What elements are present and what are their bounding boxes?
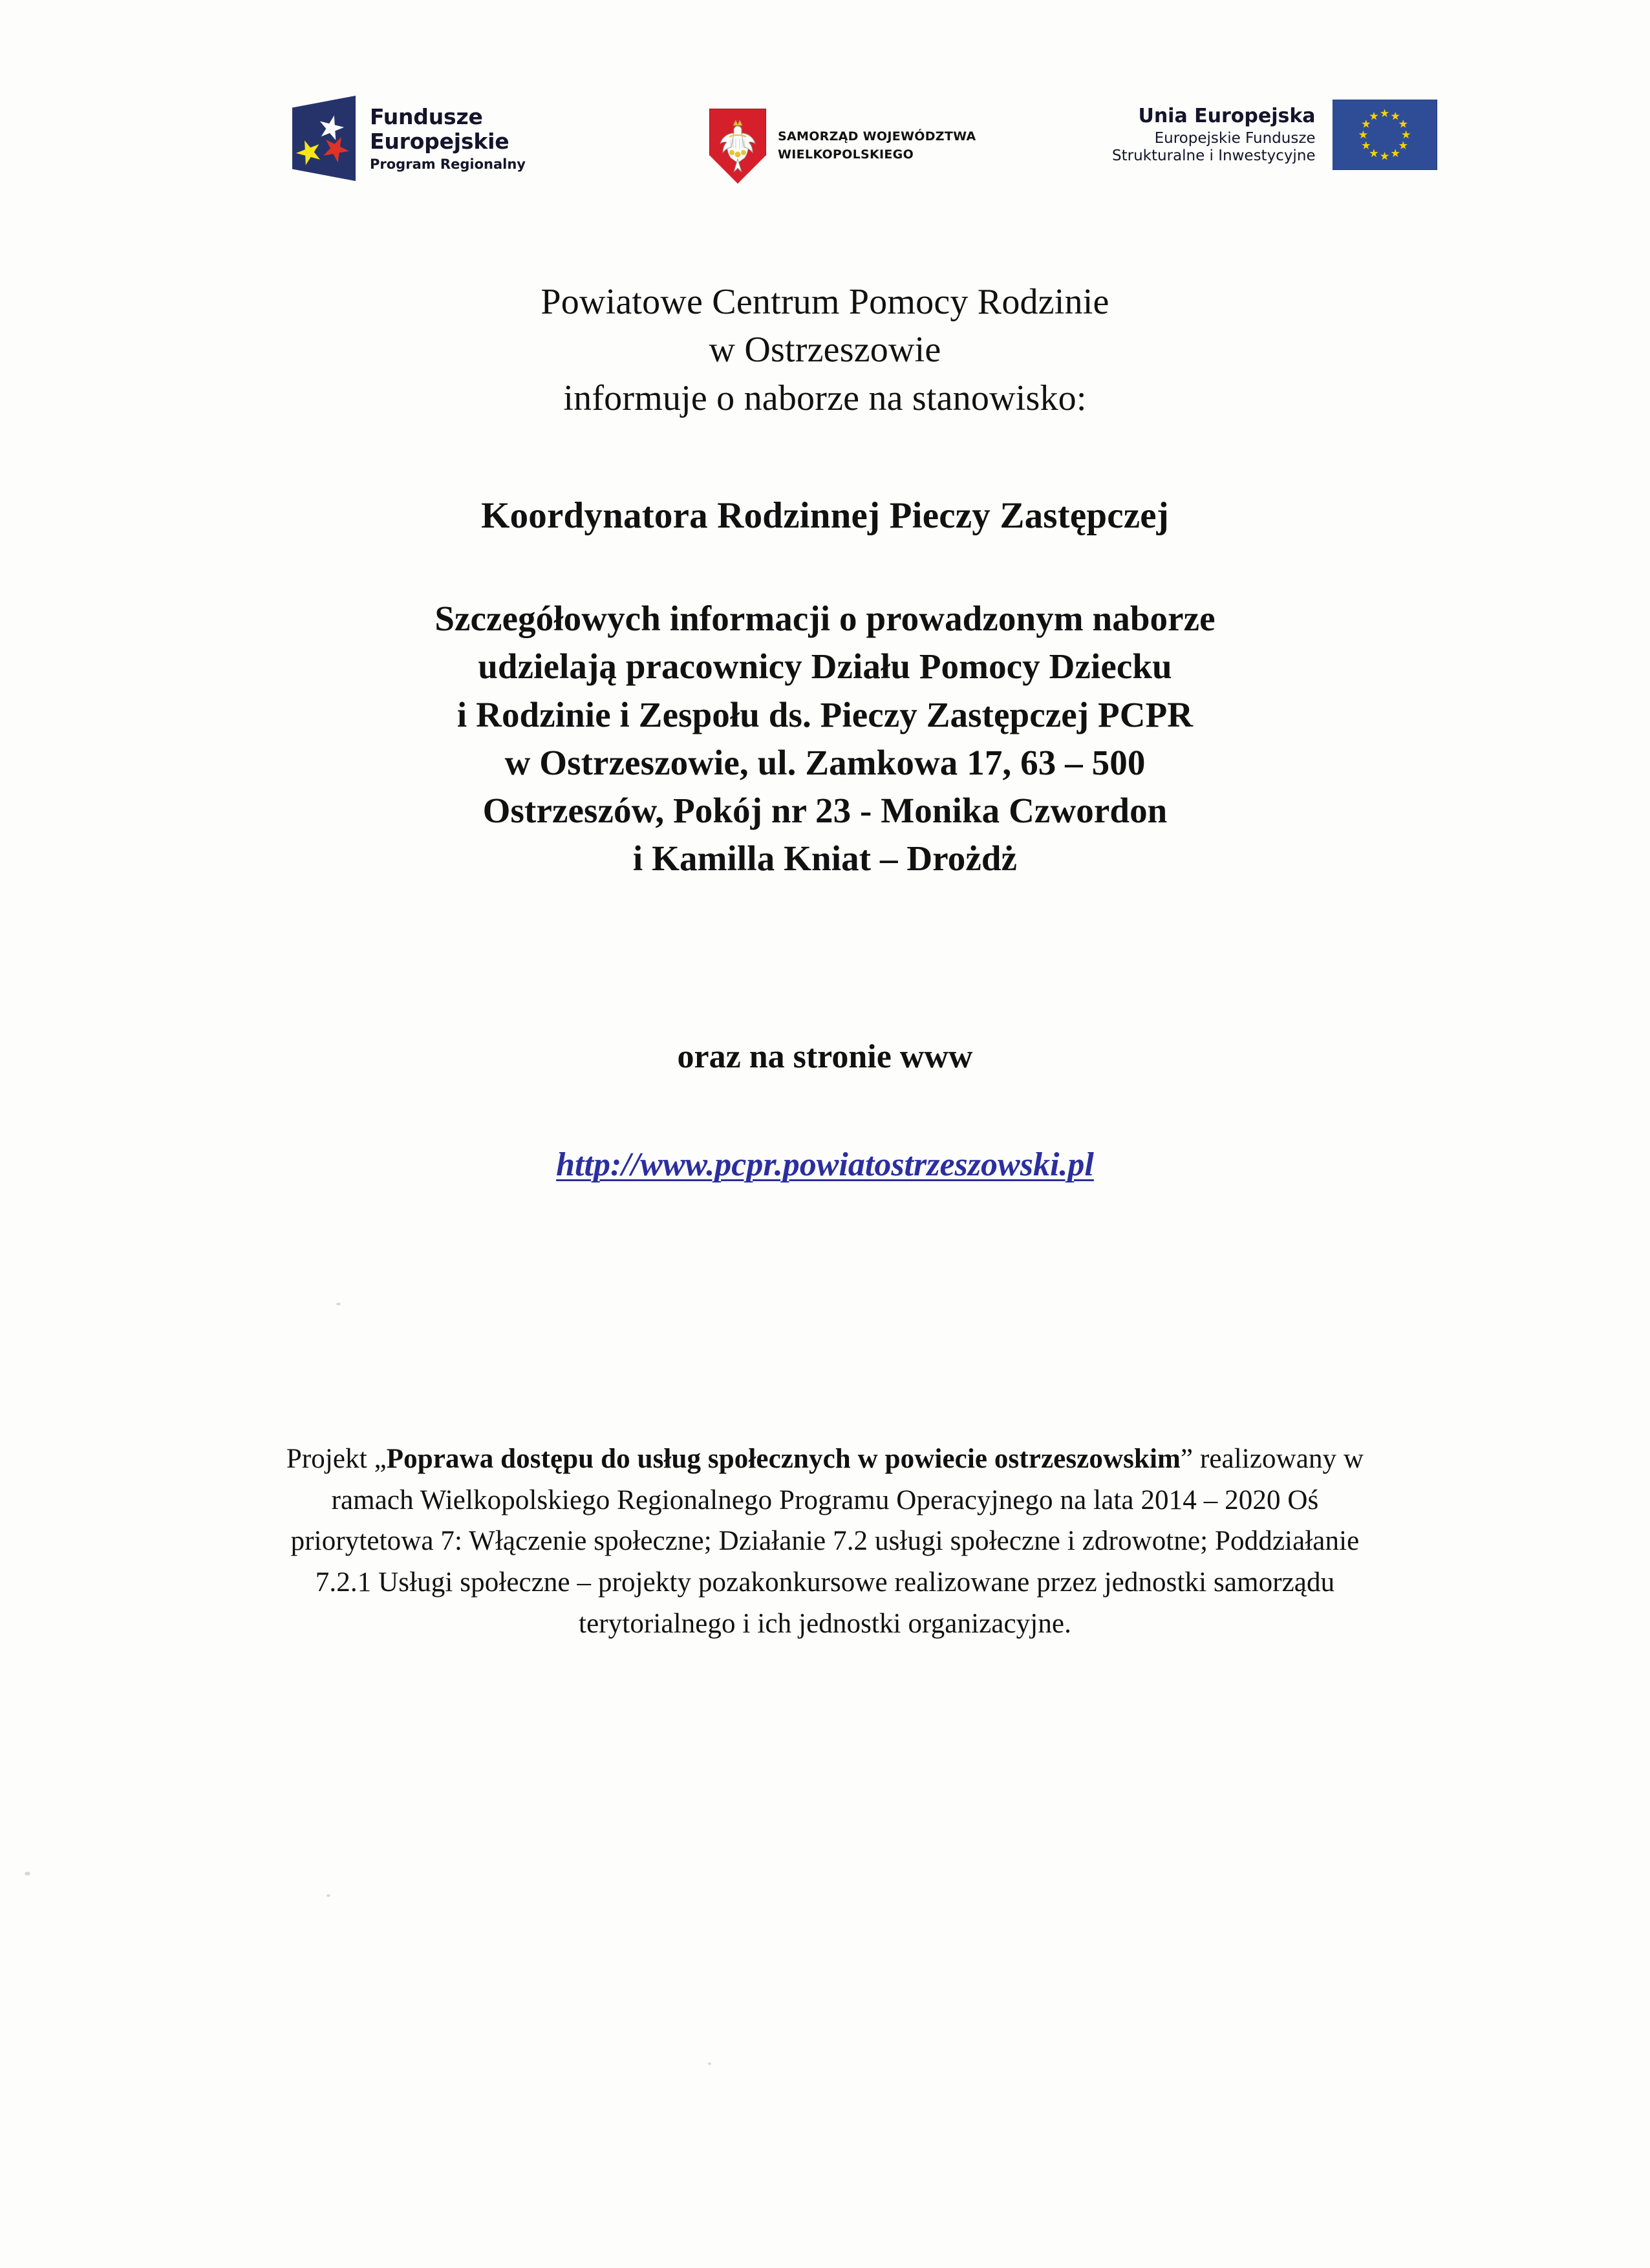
eu-flag-star-icon [1380, 152, 1389, 161]
wielkopolska-coat-of-arms-icon [709, 109, 766, 184]
info-line-6: i Kamilla Kniat – Drożdż [632, 839, 1018, 879]
info-line-3: i Rodzinie i Zespołu ds. Pieczy Zastępczej PCPR [456, 694, 1194, 734]
eu-funding-logo-strip [0, 91, 1650, 213]
eu-flag-star-icon [1358, 131, 1367, 140]
fe-navy-shape [292, 96, 356, 181]
eu-flag-star-icon [1362, 120, 1371, 129]
eu-flag-star-icon [1391, 112, 1400, 121]
info-line-5: Ostrzeszów, Pokój nr 23 - Monika Czwordon [482, 791, 1168, 830]
position-title: Koordynatora Rodzinnej Pieczy Zastępczej [481, 495, 1169, 536]
website-url-text[interactable]: http://www.pcpr.powiatostrzeszowski.pl [556, 1146, 1094, 1183]
eu-flag-star-icon [1398, 141, 1408, 150]
fundusze-europejskie-wordmark [370, 103, 526, 172]
project-funding-paragraph [275, 1439, 1375, 1644]
unia-europejska-logo [1112, 100, 1437, 170]
eu-flag-star-icon [1369, 112, 1378, 121]
scan-speck [336, 1303, 341, 1305]
sww-line-2: WIELKOPOLSKIEGO [778, 147, 914, 162]
scan-speck [327, 1894, 330, 1897]
sww-line-1: SAMORZĄD WOJEWÓDZTWA [778, 129, 976, 144]
intro-line-3: informuje o naborze na stanowisko: [563, 378, 1087, 418]
samorzad-wordmark [778, 128, 976, 164]
fundusze-europejskie-logo [292, 96, 526, 181]
eu-flag-star-icon [1402, 131, 1411, 140]
ue-line-1: Unia Europejska [1138, 104, 1316, 127]
intro-line-2: w Ostrzeszowie [709, 330, 941, 370]
fundusze-europejskie-mark-icon [292, 96, 356, 181]
samorzad-wielkopolski-logo [709, 109, 976, 184]
intro-line-1: Powiatowe Centrum Pomocy Rodzinie [541, 282, 1109, 322]
european-union-flag-icon [1333, 100, 1437, 170]
scan-speck [708, 2062, 711, 2065]
fe-line-3: Program Regionalny [370, 156, 526, 172]
eu-flag-star-icon [1391, 149, 1400, 158]
eu-flag-star-icon [1398, 120, 1408, 129]
intro-block [0, 278, 1650, 422]
project-prefix: Projekt „ [286, 1444, 387, 1474]
fe-line-1: Fundusze [370, 103, 483, 129]
eu-flag-star-icon [1380, 109, 1389, 118]
website-note: oraz na stronie www [677, 1038, 973, 1075]
info-line-1: Szczegółowych informacji o prowadzonym naborze [434, 599, 1216, 638]
eu-flag-star-icon [1369, 149, 1378, 158]
ue-line-2: Europejskie Fundusze [1154, 130, 1316, 147]
ue-line-3: Strukturalne i Inwestycyjne [1112, 147, 1316, 165]
fe-line-2: Europejskie [370, 128, 509, 154]
project-suffix: ” realizowany w ramach Wielkopolskiego Regionalnego Programu Operacyjnego na lata 2014 – 2020 Oś priorytetowa 7: Włączenie społeczne; Działanie 7.2 usługi społeczne i zdrowotne; Poddziałanie 7.2.1 Usługi społeczne – projekty pozakonkursowe realizowane przez jednostki samorządu terytorialnego i ich jednostki organizacyjne. [290, 1444, 1364, 1639]
contact-info-block [0, 595, 1650, 883]
info-line-4: w Ostrzeszowie, ul. Zamkowa 17, 63 – 500 [504, 742, 1146, 782]
eu-flag-star-icon [1362, 141, 1371, 150]
info-line-2: udzielają pracownicy Działu Pomocy Dziecku [478, 647, 1172, 687]
scan-speck [25, 1872, 30, 1876]
website-url-link[interactable] [0, 1146, 1650, 1184]
white-eagle-icon [716, 118, 759, 173]
project-bold-title: Poprawa dostępu do usług społecznych w powiecie ostrzeszowskim [386, 1444, 1181, 1474]
unia-europejska-wordmark [1112, 105, 1316, 166]
